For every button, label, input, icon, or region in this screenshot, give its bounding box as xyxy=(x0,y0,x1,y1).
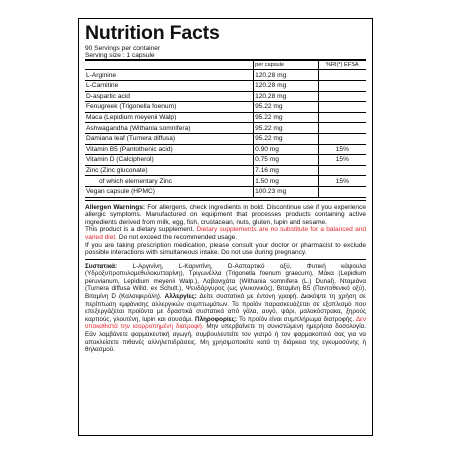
nutrition-table xyxy=(85,61,366,197)
nutrient-ri xyxy=(318,165,366,176)
disclaimer-post: Do not exceed the recommended usage. xyxy=(117,233,238,241)
header-blank xyxy=(85,61,254,70)
nutrient-ri: 15% xyxy=(318,144,366,155)
table-row xyxy=(85,112,366,123)
header-per-capsule: per capsule xyxy=(254,61,319,70)
allergen-label: Allergen Warnings: xyxy=(85,203,146,211)
greek-info-label: Πληροφορίες: xyxy=(195,315,238,323)
table-row xyxy=(85,123,366,134)
nutrient-name: D-aspartic acid xyxy=(85,91,254,102)
table-row xyxy=(85,155,366,166)
disclaimer-pre: This product is a dietary supplement. xyxy=(85,226,197,234)
table-row xyxy=(85,91,366,102)
nutrient-ri xyxy=(318,133,366,144)
disclaimer-red: Dietary supplements are no substitute for a balanced and varied diet. xyxy=(85,226,366,241)
table-row xyxy=(85,81,366,92)
disclaimer xyxy=(85,226,366,241)
nutrient-name: Vitamin B5 (Pantothenic acid) xyxy=(85,144,254,155)
nutrient-ri xyxy=(318,91,366,102)
greek-info-pre: Το προϊόν είναι συμπλήρωμα διατροφής. xyxy=(237,315,356,323)
nutrient-value: 0.75 mg xyxy=(254,155,319,166)
nutrient-name: Maca (Lepidium meyenii Walp) xyxy=(85,112,254,123)
nutrient-name: Zinc (Zinc gluconate) xyxy=(85,165,254,176)
table-header-row xyxy=(85,61,366,70)
allergen-text: For allergens, check ingredients in bold. Discontinue use if you experience allergic symptoms. Manufactured on equipment that processes products containing active ingredients derived from milk, egg, fish, crustacean, nuts, gluten, lupin and sesame. xyxy=(85,203,366,226)
table-row xyxy=(85,176,366,187)
allergen-warning xyxy=(85,204,366,227)
nutrient-name: of which elementary Zinc xyxy=(85,176,254,187)
nutrient-value: 1.50 mg xyxy=(254,176,319,187)
serving-size: Serving size : 1 capsule xyxy=(85,52,155,60)
nutrient-name: Vegan capsule (HPMC) xyxy=(85,186,254,197)
nutrient-value: 120.28 mg xyxy=(254,81,319,92)
table-row xyxy=(85,70,366,81)
nutrient-name: Ashwagandha (Withania somnifera) xyxy=(85,123,254,134)
greek-ingredients xyxy=(85,263,366,354)
greek-allergy-text: Δείτε συστατικά με έντονη γραφή. Διακόψτε τη χρήση σε περίπτωση εμφάνισης αλλεργικών συμπτωμάτων. Το προϊόν παρασκευάζεται σε εξοπλισμό που επεξεργάζεται προϊόντα με δραστικά συστατικά από γάλα, αυγό, ψάρι, μαλακόστρακα, ξηρούς καρπούς, γλουτένη, lupin και σουσάμι. xyxy=(85,293,366,323)
greek-info-post: Μην υπερβαίνετε τη συνιστώμενη ημερήσια δοσολογία. Εάν λαμβάνετε φαρμακευτική αγωγή, συμβουλευτείτε τον γιατρό ή τον φαρμακοποιό σας για να αποκλείσετε πιθανές αλληλεπιδράσεις. Μη χρησιμοποιείτε κατά τη διάρκεια της εγκυμοσύνης ή θηλασμού. xyxy=(85,323,366,354)
separator-rule-2 xyxy=(85,259,366,260)
header-ri: %RI(*) EFSA xyxy=(318,61,366,70)
nutrient-ri xyxy=(318,112,366,123)
nutrient-value: 7.16 mg xyxy=(254,165,319,176)
nutrient-value: 95.22 mg xyxy=(254,133,319,144)
nutrient-name: Damiana leaf (Turnera diffusa) xyxy=(85,133,254,144)
nutrient-ri: 15% xyxy=(318,155,366,166)
greek-ingredients-text: L-Αργινίνη, L-Καρνιτίνη, D-Ασπαρτικό οξύ, Φυτική κάψουλα (Υδροξυπροπυλομεθυλοκυτταρίνη), Τριγωνέλλα (Trigonella foenum graecum), Μάκα (Lepidium peruvianum, Lepidium meyenii Walp.), Λαβανιχάτα (Withania somnifera (L.) Dunal), Νταμιάνα (Turnera diffusa Willd. ex Schult.), Ψευδάργυρος (ως γλυκονικός), Βιταμίνη Β5 (Παντοθενικό οξύ), Βιταμίνη D (Καλσιφερόλη). xyxy=(85,262,366,301)
table-row xyxy=(85,133,366,144)
table-row xyxy=(85,144,366,155)
nutrition-facts-panel xyxy=(78,18,373,436)
medication-note: If you are taking prescription medication, please consult your doctor or pharmacist to exclude possible interactions with simultaneous intake. Do not use during pregnancy. xyxy=(85,241,366,257)
nutrient-ri: 15% xyxy=(318,176,366,187)
nutrient-ri xyxy=(318,102,366,113)
greek-ingredients-label: Συστατικά: xyxy=(85,262,118,270)
table-row xyxy=(85,186,366,197)
nutrient-value: 0.90 mg xyxy=(254,144,319,155)
separator-rule xyxy=(85,200,366,201)
nutrient-name: Vitamin D (Calcipherol) xyxy=(85,155,254,166)
table-row xyxy=(85,102,366,113)
table-row xyxy=(85,165,366,176)
nutrient-value: 95.22 mg xyxy=(254,102,319,113)
nutrient-ri xyxy=(318,186,366,197)
panel-title: Nutrition Facts xyxy=(85,22,220,44)
nutrient-value: 95.22 mg xyxy=(254,112,319,123)
nutrient-name: Fenugreek (Trigonella foenum) xyxy=(85,102,254,113)
nutrient-name: L-Carnitine xyxy=(85,81,254,92)
nutrient-ri xyxy=(318,81,366,92)
greek-info-red: Δεν υποκαθιστά την ισορροπημένη διατροφή. xyxy=(85,315,366,331)
greek-allergy-label: Αλλεργίες: xyxy=(164,293,197,301)
nutrient-ri xyxy=(318,70,366,81)
nutrient-value: 120.28 mg xyxy=(254,70,319,81)
nutrient-ri xyxy=(318,123,366,134)
nutrient-value: 100.23 mg xyxy=(254,186,319,197)
nutrient-name: L-Arginine xyxy=(85,70,254,81)
servings-per-container: 90 Servings per container xyxy=(85,45,161,52)
nutrient-value: 120.28 mg xyxy=(254,91,319,102)
nutrient-value: 95.22 mg xyxy=(254,123,319,134)
